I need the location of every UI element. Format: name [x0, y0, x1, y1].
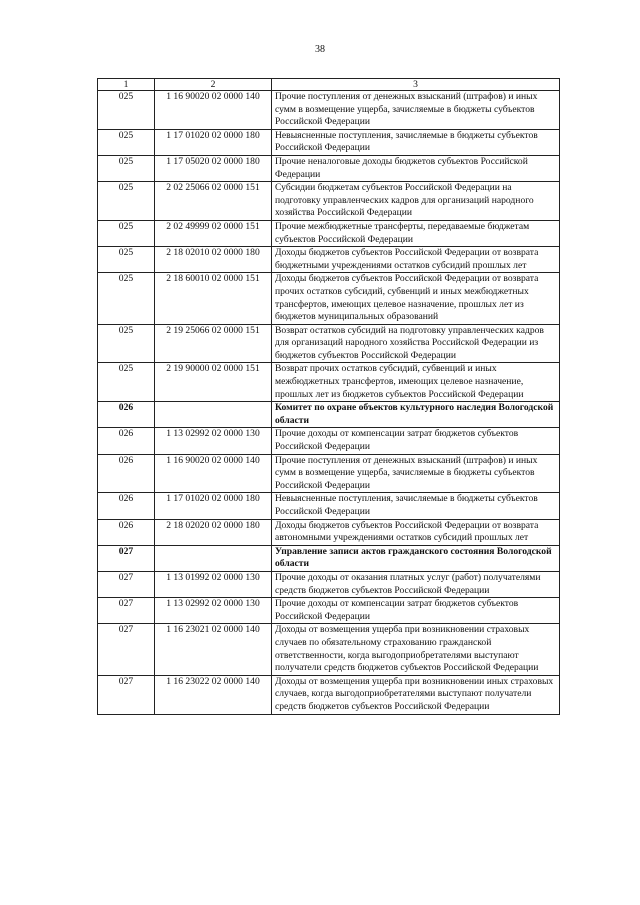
revenue-name-cell: Возврат прочих остатков субсидий, субвенций и иных межбюджетных трансфертов, имеющих целевое назначение, прошлых лет из бюджетов субъектов Российской Федерации [272, 363, 560, 402]
revenue-code-cell: 1 17 01020 02 0000 180 [155, 493, 272, 519]
revenue-code-cell: 1 13 02992 02 0000 130 [155, 428, 272, 454]
revenue-code-cell [155, 402, 272, 428]
table-row [98, 247, 560, 273]
revenue-name-cell: Комитет по охране объектов культурного наследия Вологодской области [272, 402, 560, 428]
revenue-code-cell: 2 02 25066 02 0000 151 [155, 182, 272, 221]
table-header-row [98, 79, 560, 91]
admin-code-cell: 025 [98, 91, 155, 130]
revenue-name-cell: Невыясненные поступления, зачисляемые в бюджеты субъектов Российской Федерации [272, 129, 560, 155]
table-row [98, 273, 560, 324]
table-row [98, 519, 560, 545]
revenue-name-cell: Прочие поступления от денежных взысканий (штрафов) и иных сумм в возмещение ущерба, зачисляемые в бюджеты субъектов Российской Федерации [272, 91, 560, 130]
admin-code-cell: 027 [98, 598, 155, 624]
revenue-code-cell: 1 16 23021 02 0000 140 [155, 624, 272, 675]
table-body [98, 91, 560, 715]
revenue-code-cell: 1 16 90020 02 0000 140 [155, 91, 272, 130]
admin-code-cell: 027 [98, 571, 155, 597]
table-row [98, 129, 560, 155]
column-header-3: 3 [272, 79, 560, 91]
revenue-name-cell: Прочие доходы от компенсации затрат бюджетов субъектов Российской Федерации [272, 428, 560, 454]
revenue-code-cell: 1 13 01992 02 0000 130 [155, 571, 272, 597]
revenue-code-cell: 1 13 02992 02 0000 130 [155, 598, 272, 624]
revenue-name-cell: Доходы бюджетов субъектов Российской Федерации от возврата прочих остатков субсидий, субвенций и иных межбюджетных трансфертов, имеющих целевое назначение, прошлых лет из бюджетов муниципальных образований [272, 273, 560, 324]
admin-code-cell: 025 [98, 155, 155, 181]
admin-code-cell: 027 [98, 675, 155, 714]
table-row [98, 571, 560, 597]
revenue-name-cell: Прочие межбюджетные трансферты, передаваемые бюджетам субъектов Российской Федерации [272, 220, 560, 246]
table-row [98, 675, 560, 714]
revenue-code-cell: 1 17 05020 02 0000 180 [155, 155, 272, 181]
revenue-code-cell: 2 02 49999 02 0000 151 [155, 220, 272, 246]
revenue-code-cell: 2 18 02020 02 0000 180 [155, 519, 272, 545]
table-row [98, 91, 560, 130]
table-row [98, 324, 560, 363]
table-row [98, 493, 560, 519]
revenue-name-cell: Доходы от возмещения ущерба при возникновении иных страховых случаев, когда выгодоприобретателями выступают получатели средств бюджетов субъектов Российской Федерации [272, 675, 560, 714]
admin-code-cell: 025 [98, 220, 155, 246]
revenue-name-cell: Управление записи актов гражданского состояния Вологодской области [272, 545, 560, 571]
revenue-name-cell: Прочие доходы от оказания платных услуг (работ) получателями средств бюджетов субъектов Российской Федерации [272, 571, 560, 597]
group-heading-row [98, 545, 560, 571]
admin-code-cell: 025 [98, 363, 155, 402]
revenue-code-cell: 1 17 01020 02 0000 180 [155, 129, 272, 155]
table-row [98, 428, 560, 454]
admin-code-cell: 025 [98, 129, 155, 155]
table-row [98, 454, 560, 493]
revenue-name-cell: Прочие доходы от компенсации затрат бюджетов субъектов Российской Федерации [272, 598, 560, 624]
page-number: 38 [315, 44, 325, 55]
column-header-2: 2 [155, 79, 272, 91]
admin-code-cell: 027 [98, 624, 155, 675]
revenue-code-cell: 1 16 90020 02 0000 140 [155, 454, 272, 493]
table-row [98, 220, 560, 246]
revenue-code-cell [155, 545, 272, 571]
table-row [98, 363, 560, 402]
admin-code-cell: 025 [98, 273, 155, 324]
revenue-name-cell: Невыясненные поступления, зачисляемые в бюджеты субъектов Российской Федерации [272, 493, 560, 519]
revenue-name-cell: Прочие неналоговые доходы бюджетов субъектов Российской Федерации [272, 155, 560, 181]
revenue-code-cell: 2 18 60010 02 0000 151 [155, 273, 272, 324]
revenue-name-cell: Прочие поступления от денежных взысканий (штрафов) и иных сумм в возмещение ущерба, зачисляемые в бюджеты субъектов Российской Федерации [272, 454, 560, 493]
admin-code-cell: 025 [98, 247, 155, 273]
revenue-name-cell: Доходы бюджетов субъектов Российской Федерации от возврата автономными учреждениями остатков субсидий прошлых лет [272, 519, 560, 545]
admin-code-cell: 025 [98, 324, 155, 363]
revenue-code-cell: 1 16 23022 02 0000 140 [155, 675, 272, 714]
revenue-name-cell: Возврат остатков субсидий на подготовку управленческих кадров для организаций народного хозяйства Российской Федерации из бюджетов субъектов Российской Федерации [272, 324, 560, 363]
table-row [98, 624, 560, 675]
table-row [98, 155, 560, 181]
revenue-code-cell: 2 19 25066 02 0000 151 [155, 324, 272, 363]
revenue-code-cell: 2 19 90000 02 0000 151 [155, 363, 272, 402]
column-header-1: 1 [98, 79, 155, 91]
admin-code-cell: 026 [98, 428, 155, 454]
revenue-codes-table [97, 78, 560, 715]
admin-code-cell: 026 [98, 402, 155, 428]
revenue-code-cell: 2 18 02010 02 0000 180 [155, 247, 272, 273]
admin-code-cell: 025 [98, 182, 155, 221]
table-row [98, 182, 560, 221]
revenue-name-cell: Субсидии бюджетам субъектов Российской Федерации на подготовку управленческих кадров для организаций народного хозяйства Российской Федерации [272, 182, 560, 221]
revenue-name-cell: Доходы бюджетов субъектов Российской Федерации от возврата бюджетными учреждениями остатков субсидий прошлых лет [272, 247, 560, 273]
admin-code-cell: 026 [98, 454, 155, 493]
group-heading-row [98, 402, 560, 428]
admin-code-cell: 026 [98, 493, 155, 519]
revenue-name-cell: Доходы от возмещения ущерба при возникновении страховых случаев по обязательному страхованию гражданской ответственности, когда выгодоприобретателями выступают получатели средств бюджетов субъектов Российской Федерации [272, 624, 560, 675]
admin-code-cell: 026 [98, 519, 155, 545]
table-row [98, 598, 560, 624]
admin-code-cell: 027 [98, 545, 155, 571]
